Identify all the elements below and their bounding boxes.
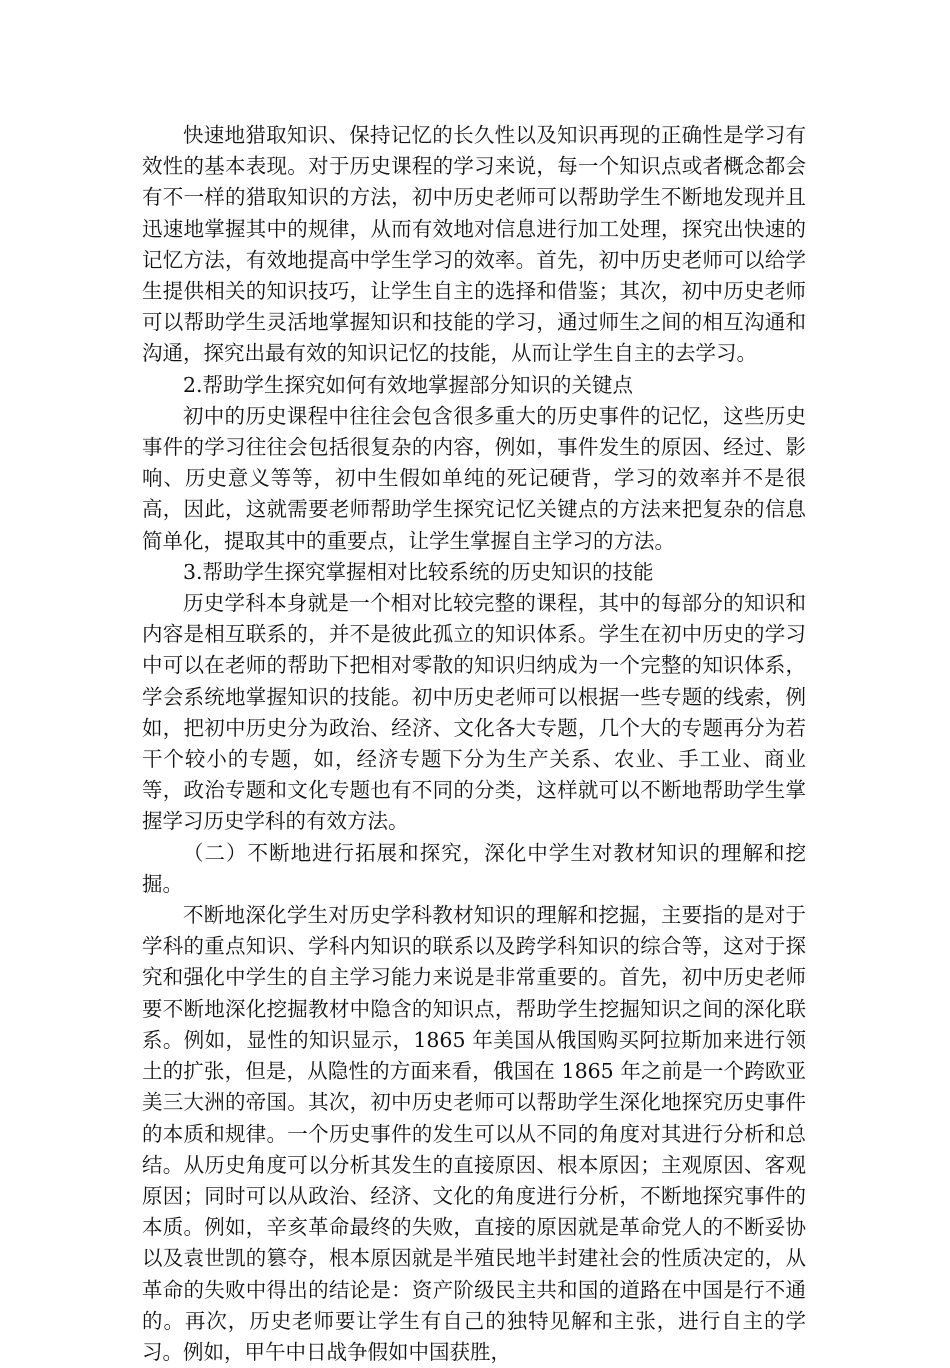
paragraph-learning-efficiency: 快速地猎取知识、保持记忆的长久性以及知识再现的正确性是学习有效性的基本表现。对于历史课程的学习来说，每一个知识点或者概念都会有不一样的猎取知识的方法，初中历史老师可以帮助学生不断地发现并且迅速地掌握其中的规律，从而有效地对信息进行加工处理，探究出快速的记忆方法，有效地提高中学生学习的效率。首先，初中历史老师可以给学生提供相关的知识技巧，让学生自主的选择和借鉴；其次，初中历史老师可以帮助学生灵活地掌握知识和技能的学习，通过师生之间的相互沟通和沟通，探究出最有效的知识记忆的技能，从而让学生自主的去学习。 bbox=[142, 123, 806, 366]
document-body bbox=[142, 120, 806, 1368]
paragraph-key-points: 初中的历史课程中往往会包含很多重大的历史事件的记忆，这些历史事件的学习往往会包括很复杂的内容，例如，事件发生的原因、经过、影响、历史意义等等，初中生假如单纯的死记硬背，学习的效率并不是很高，因此，这就需要老师帮助学生探究记忆关键点的方法来把复杂的信息简单化，提取其中的重要点，让学生掌握自主学习的方法。 bbox=[142, 403, 806, 553]
paragraph-systematic-knowledge: 历史学科本身就是一个相对比较完整的课程，其中的每部分的知识和内容是相互联系的，并不是彼此孤立的知识体系。学生在初中历史的学习中可以在老师的帮助下把相对零散的知识归纳成为一个完整的知识体系，学会系统地掌握知识的技能。初中历史老师可以根据一些专题的线索，例如，把初中历史分为政治、经济、文化各大专题，几个大的专题再分为若干个较小的专题，如，经济专题下分为生产关系、农业、手工业、商业等，政治专题和文化专题也有不同的分类，这样就可以不断地帮助学生掌握学习历史学科的有效方法。 bbox=[142, 591, 806, 834]
heading-key-points: 2.帮助学生探究如何有效地掌握部分知识的关键点 bbox=[183, 372, 634, 397]
heading-systematic-knowledge: 3.帮助学生探究掌握相对比较系统的历史知识的技能 bbox=[183, 559, 654, 584]
heading-section-two: （二）不断地进行拓展和探究，深化中学生对教材知识的理解和挖掘。 bbox=[142, 840, 806, 896]
paragraph-deepen-understanding: 不断地深化学生对历史学科教材知识的理解和挖掘，主要指的是对于学科的重点知识、学科内知识的联系以及跨学科知识的综合等，这对于探究和强化中学生的自主学习能力来说是非常重要的。首先，初中历史老师要不断地深化挖掘教材中隐含的知识点，帮助学生挖掘知识之间的深化联系。例如，显性的知识显示，1865 年美国从俄国购买阿拉斯加来进行领土的扩张，但是，从隐性的方面来看，俄国在 1865 年之前是一个跨欧亚美三大洲的帝国。其次，初中历史老师可以帮助学生深化地探究历史事件的本质和规律。一个历史事件的发生可以从不同的角度对其进行分析和总结。从历史角度可以分析其发生的直接原因、根本原因；主观原因、客观原因；同时可以从政治、经济、文化的角度进行分析，不断地探究事件的本质。例如，辛亥革命最终的失败，直接的原因就是革命党人的不断妥协以及袁世凯的篡夺，根本原因就是半殖民地半封建社会的性质决定的，从革命的失败中得出的结论是：资产阶级民主共和国的道路在中国是行不通的。再次，历史老师要让学生有自己的独特见解和主张，进行自主的学习。例如，甲午中日战争假如中国获胜， bbox=[142, 903, 806, 1364]
